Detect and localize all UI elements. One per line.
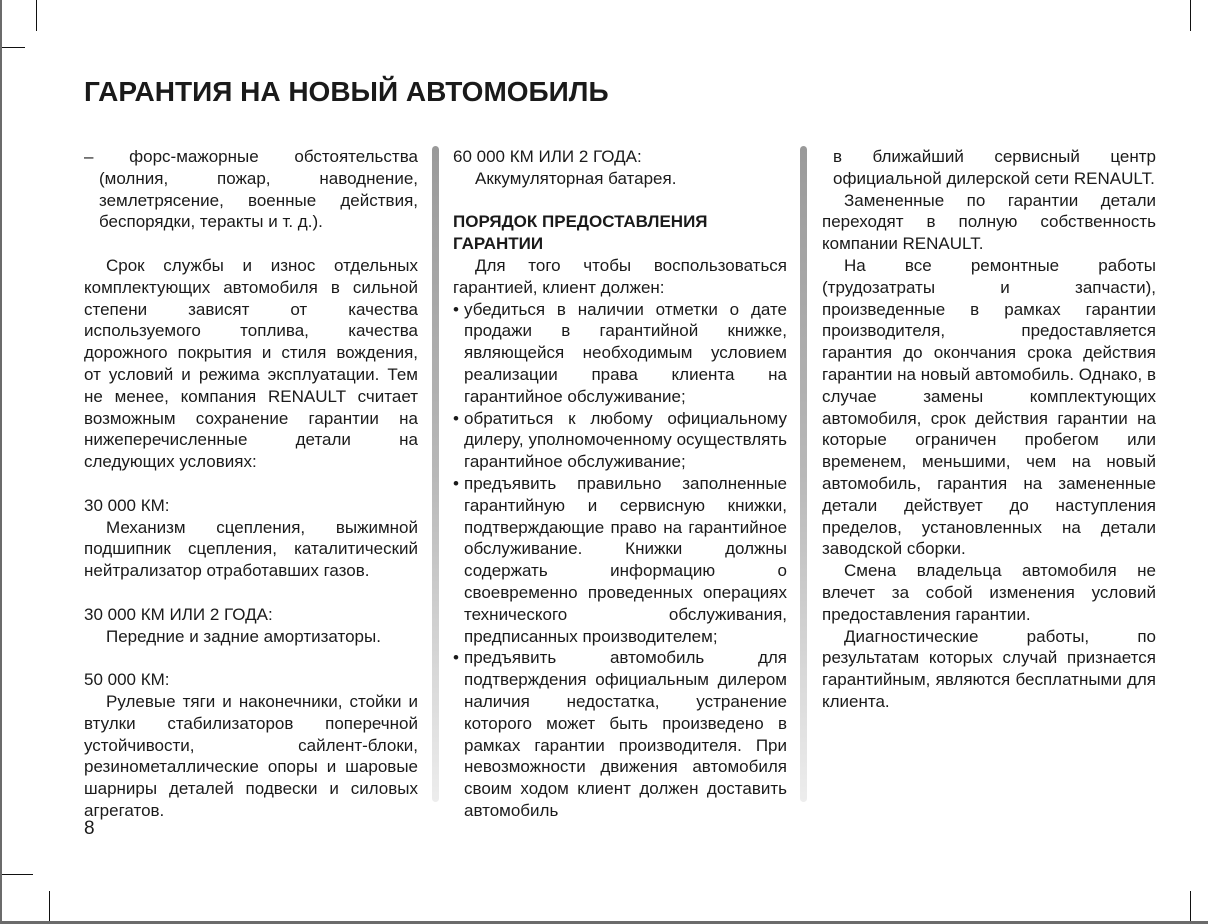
bullet-text: убедиться в наличии отметки о дате продажи в гарантийной книжке, являющейся необходимым условием реализации права клиента на гарантийное обслуживание;: [464, 299, 787, 406]
bullet-item: [453, 299, 787, 408]
bullet-item: [453, 408, 787, 473]
viewer-left-edge: [0, 0, 2, 924]
warranty-item-text: Аккумуляторная батарея.: [475, 168, 677, 188]
bullet-text: предъявить автомобиль для подтверждения официальным дилером наличия недостатка, устранение которого может быть произведено в рамках гарантии производителя. При невозможности движения автомобиля своим ходом клиент должен доставить автомобиль: [464, 648, 787, 820]
column-3: [822, 146, 1156, 713]
warranty-item-label: 30 000 КМ ИЛИ 2 ГОДА:: [84, 604, 273, 624]
wear-intro-paragraph: Срок службы и износ отдельных комплектующих автомобиля в сильной степени зависят от качества используемого топлива, качества дорожного покрытия и стиля вождения, от условий и режима эксплуатации. Тем не менее, компания RENAULT считает возможным сохранение гарантии на нижеперечисленные детали на следующих условиях:: [84, 255, 418, 472]
bullet-icon: •: [453, 473, 459, 493]
paragraph: На все ремонтные работы (трудозатраты и запчасти), произведенные в рамках гарантии производителя, предоставляется гарантия до окончания срока действия гарантии на новый автомобиль. Однако, в случае замены комплектующих автомобиля, срок действия гарантии на которые ограничен пробегом или временем, меньшими, чем на новый автомобиль, гарантия на замененные детали действует до наступления пределов, установленных на детали заводской сборки.: [822, 255, 1156, 559]
bullet-text: обратиться к любому официальному дилеру, уполномоченному осуществлять гарантийное обслуживание;: [464, 408, 787, 472]
bullet-icon: •: [453, 648, 459, 668]
bullet-icon: •: [453, 408, 459, 428]
column-2-right-bar: [800, 146, 807, 802]
bullet-item: [453, 473, 787, 647]
warranty-item-label: 60 000 КМ ИЛИ 2 ГОДА:: [453, 147, 642, 166]
page-title: ГАРАНТИЯ НА НОВЫЙ АВТОМОБИЛЬ: [84, 76, 609, 107]
bullet-text: предъявить правильно заполненные гарантийную и сервисную книжки, подтверждающие право на гарантийное обслуживание. Книжки должны содержать информацию о своевременно проведенных операциях технического обслуживания, предписанных производителем;: [464, 473, 787, 646]
crop-mark-top-right-vertical: [1190, 0, 1191, 31]
warranty-item-label: 30 000 КМ:: [84, 495, 170, 515]
crop-mark-bottom-left-vertical: [49, 891, 50, 921]
force-majeure-item: – форс-мажорные обстоятельства (молния, пожар, наводнение, землетрясение, военные действия, беспорядки, теракты и т. д.).: [84, 147, 418, 232]
crop-mark-bottom-right-vertical: [1190, 891, 1191, 921]
column-2: [453, 146, 787, 822]
crop-mark-top-left-vertical: [36, 0, 37, 31]
warranty-item-text: Механизм сцепления, выжимной подшипник сцепления, каталитический нейтрализатор отработавших газов.: [84, 517, 418, 581]
bullet-icon: •: [453, 299, 459, 319]
page-number: 8: [84, 818, 95, 839]
paragraph: Замененные по гарантии детали переходят в полную собственность компании RENAULT.: [822, 190, 1156, 254]
continuation-paragraph: в ближайший сервисный центр официальной дилерской сети RENAULT.: [833, 147, 1156, 188]
crop-mark-top-left-horizontal: [2, 47, 25, 48]
bullet-item: [453, 647, 787, 821]
section-intro: Для того чтобы воспользоваться гарантией, клиент должен:: [453, 255, 787, 297]
section-heading: ПОРЯДОК ПРЕДОСТАВЛЕНИЯ ГАРАНТИИ: [453, 212, 708, 254]
crop-mark-bottom-left-horizontal: [2, 874, 33, 875]
column-1: [84, 146, 418, 822]
column-2-left-bar: [432, 146, 439, 802]
warranty-item-text: Передние и задние амортизаторы.: [106, 626, 381, 646]
warranty-item-text: Рулевые тяги и наконечники, стойки и втулки стабилизаторов поперечной устойчивости, сайлент-блоки, резинометаллические опоры и шаровые шарниры деталей подвески и силовых агрегатов.: [84, 691, 418, 820]
warranty-item-label: 50 000 КМ:: [84, 670, 170, 690]
paragraph: Смена владельца автомобиля не влечет за собой изменения условий предоставления гарантии.: [822, 561, 1156, 624]
paragraph: Диагностические работы, по результатам которых случай признается гарантийным, являются бесплатными для клиента.: [822, 626, 1156, 711]
